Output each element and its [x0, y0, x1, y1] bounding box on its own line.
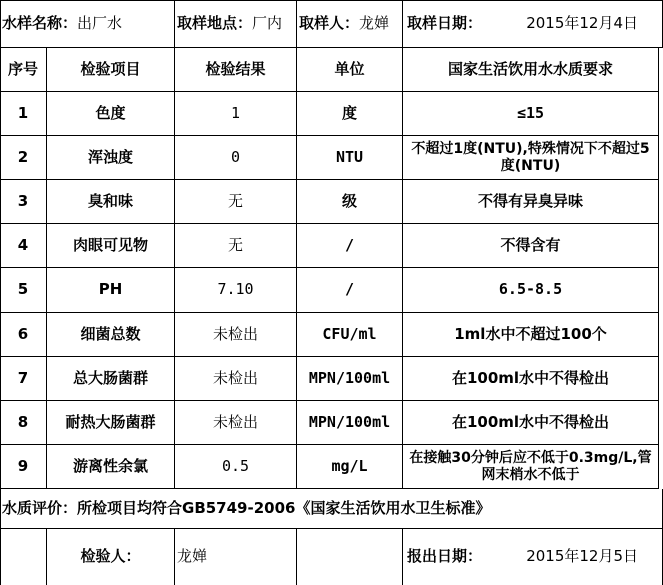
cell-item: 色度 — [47, 92, 175, 136]
evaluation-text: 水质评价：所检项目均符合GB5749-2006《国家生活饮用水卫生标准》 — [0, 489, 663, 529]
location-value: 厂内 — [252, 13, 283, 32]
cell-item: 游离性余氯 — [47, 445, 175, 489]
cell-result: 1 — [175, 92, 297, 136]
cell-result: 无 — [175, 180, 297, 224]
cell-result: 未检出 — [175, 401, 297, 445]
date-label: 取样日期： — [407, 13, 483, 32]
sampler-cell — [297, 0, 403, 48]
location-cell — [175, 0, 297, 48]
cell-unit: MPN/100ml — [297, 401, 403, 445]
date-cell — [403, 0, 663, 48]
sample-name-cell — [0, 0, 175, 48]
report-date-cell — [403, 529, 663, 585]
cell-unit: 度 — [297, 92, 403, 136]
cell-unit: mg/L — [297, 445, 403, 489]
cell-requirement: 不得有异臭异味 — [403, 180, 659, 224]
col-header-requirement: 国家生活饮用水水质要求 — [403, 48, 659, 92]
col-header-no: 序号 — [0, 48, 47, 92]
cell-requirement: 不得含有 — [403, 224, 659, 268]
cell-requirement: 在接触30分钟后应不低于0.3mg/L,管网末梢水不低于 — [403, 445, 659, 489]
cell-requirement: 在100ml水中不得检出 — [403, 357, 659, 401]
cell-result: 0 — [175, 136, 297, 180]
cell-unit: MPN/100ml — [297, 357, 403, 401]
sample-name-value: 出厂水 — [77, 13, 123, 32]
col-header-item: 检验项目 — [47, 48, 175, 92]
footer-blank — [0, 529, 47, 585]
cell-no: 8 — [0, 401, 47, 445]
sample-name-label: 水样名称： — [2, 13, 78, 32]
report-date-label: 报出日期： — [407, 547, 483, 566]
cell-requirement: 6.5-8.5 — [403, 268, 659, 313]
cell-item: 肉眼可见物 — [47, 224, 175, 268]
cell-item: PH — [47, 268, 175, 313]
cell-result: 0.5 — [175, 445, 297, 489]
cell-requirement: 不超过1度(NTU),特殊情况下不超过5度(NTU) — [403, 136, 659, 180]
cell-unit: / — [297, 268, 403, 313]
cell-no: 7 — [0, 357, 47, 401]
cell-item: 细菌总数 — [47, 313, 175, 357]
cell-unit: 级 — [297, 180, 403, 224]
cell-no: 3 — [0, 180, 47, 224]
cell-requirement: 在100ml水中不得检出 — [403, 401, 659, 445]
report-date-value: 2015年12月5日 — [526, 547, 638, 566]
cell-no: 9 — [0, 445, 47, 489]
cell-no: 2 — [0, 136, 47, 180]
col-header-result: 检验结果 — [175, 48, 297, 92]
cell-result: 未检出 — [175, 357, 297, 401]
cell-unit: NTU — [297, 136, 403, 180]
footer-blank-2 — [297, 529, 403, 585]
cell-no: 6 — [0, 313, 47, 357]
sampler-label: 取样人： — [299, 13, 360, 32]
cell-item: 总大肠菌群 — [47, 357, 175, 401]
cell-requirement: ≤15 — [403, 92, 659, 136]
cell-item: 耐热大肠菌群 — [47, 401, 175, 445]
inspector-value: 龙婵 — [175, 529, 297, 585]
cell-result: 无 — [175, 224, 297, 268]
inspector-label: 检验人： — [47, 529, 175, 585]
cell-no: 1 — [0, 92, 47, 136]
cell-requirement: 1ml水中不超过100个 — [403, 313, 659, 357]
location-label: 取样地点： — [177, 13, 253, 32]
cell-result: 未检出 — [175, 313, 297, 357]
cell-unit: / — [297, 224, 403, 268]
cell-item: 浑浊度 — [47, 136, 175, 180]
col-header-unit: 单位 — [297, 48, 403, 92]
cell-no: 4 — [0, 224, 47, 268]
sampler-value: 龙婵 — [359, 13, 390, 32]
cell-unit: CFU/ml — [297, 313, 403, 357]
cell-item: 臭和味 — [47, 180, 175, 224]
cell-result: 7.10 — [175, 268, 297, 313]
date-value: 2015年12月4日 — [526, 13, 638, 32]
cell-no: 5 — [0, 268, 47, 313]
